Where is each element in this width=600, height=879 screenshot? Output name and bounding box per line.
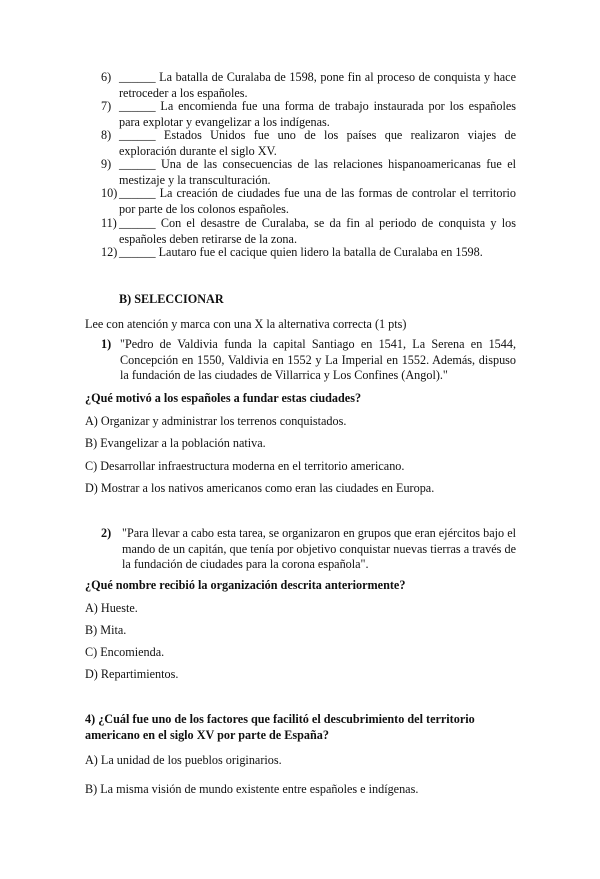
section-instruction: Lee con atención y marca con una X la alternativa correcta (1 pts) [85,317,407,331]
question-number: 1) [101,337,112,351]
answer-option[interactable]: C) Encomienda. [85,645,165,659]
question-passage: "Pedro de Valdivia funda la capital Santiago en 1541, La Serena en 1544, Concepción en 1550, Valdivia en 1552 y La Imperial en 1552. Además, dispuso la fundación de las ciudades de Villarrica y Los Confines (Angol)." [120,337,516,382]
answer-blank[interactable]: ______ [119,70,156,84]
item-number: 12) [101,245,118,259]
answer-option[interactable]: A) Organizar y administrar los terrenos conquistados. [85,414,347,428]
answer-blank[interactable]: ______ [119,99,156,113]
answer-option[interactable]: A) La unidad de los pueblos originarios. [85,753,282,767]
item-statement [119,186,516,217]
statement-text: Una de las consecuencias de las relaciones hispanoamericanas fue el mestizaje y la transculturación. [119,157,516,187]
statement-text: Estados Unidos fue uno de los países que realizaron viajes de exploración durante el siglo XV. [119,128,516,158]
statement-text: Con el desastre de Curalaba, se da fin al periodo de conquista y los españoles deben retirarse de la zona. [119,216,517,246]
item-number: 10) [101,186,118,200]
answer-option[interactable]: B) Mita. [85,623,127,637]
item-statement [119,216,516,247]
answer-blank[interactable]: ______ [119,216,156,230]
answer-option[interactable]: C) Desarrollar infraestructura moderna en el territorio americano. [85,459,405,473]
section-title: B) SELECCIONAR [119,292,224,306]
item-number: 6) [101,70,112,84]
answer-blank[interactable]: ______ [119,245,156,259]
item-statement [119,128,516,159]
item-number: 7) [101,99,112,113]
answer-option[interactable]: D) Mostrar a los nativos americanos como eran las ciudades en Europa. [85,481,435,495]
item-number: 8) [101,128,112,142]
question-passage: "Para llevar a cabo esta tarea, se organizaron en grupos que eran ejércitos bajo el mando de un capitán, que tenía por objetivo conquistar nuevas tierras a través de la fundación de ciudades para la corona española". [122,526,516,571]
item-statement [119,245,516,261]
answer-option[interactable]: A) Hueste. [85,601,138,615]
answer-blank[interactable]: ______ [119,186,156,200]
question-prompt: ¿Qué motivó a los españoles a fundar estas ciudades? [85,391,362,405]
answer-blank[interactable]: ______ [119,157,156,171]
statement-text: La encomienda fue una forma de trabajo instaurada por los españoles para explotar y evangelizar a los indígenas. [119,99,517,129]
question-prompt: ¿Qué nombre recibió la organización descrita anteriormente? [85,578,406,592]
statement-text: La batalla de Curalaba de 1598, pone fin al proceso de conquista y hace retroceder a los españoles. [119,70,517,100]
item-statement [119,70,516,101]
answer-option[interactable]: D) Repartimientos. [85,667,179,681]
item-statement [119,157,516,188]
statement-text: Lautaro fue el cacique quien lidero la batalla de Curalaba en 1598. [158,245,483,259]
statement-text: La creación de ciudades fue una de las formas de controlar el territorio por parte de los colonos españoles. [119,186,516,216]
question-number: 2) [101,526,112,540]
answer-option[interactable]: B) La misma visión de mundo existente entre españoles e indígenas. [85,782,419,796]
item-statement [119,99,516,130]
question-prompt: 4) ¿Cuál fue uno de los factores que facilitó el descubrimiento del territorio americano en el siglo XV por parte de España? [85,712,475,742]
answer-blank[interactable]: ______ [119,128,156,142]
item-number: 9) [101,157,112,171]
item-number: 11) [101,216,117,230]
answer-option[interactable]: B) Evangelizar a la población nativa. [85,436,266,450]
